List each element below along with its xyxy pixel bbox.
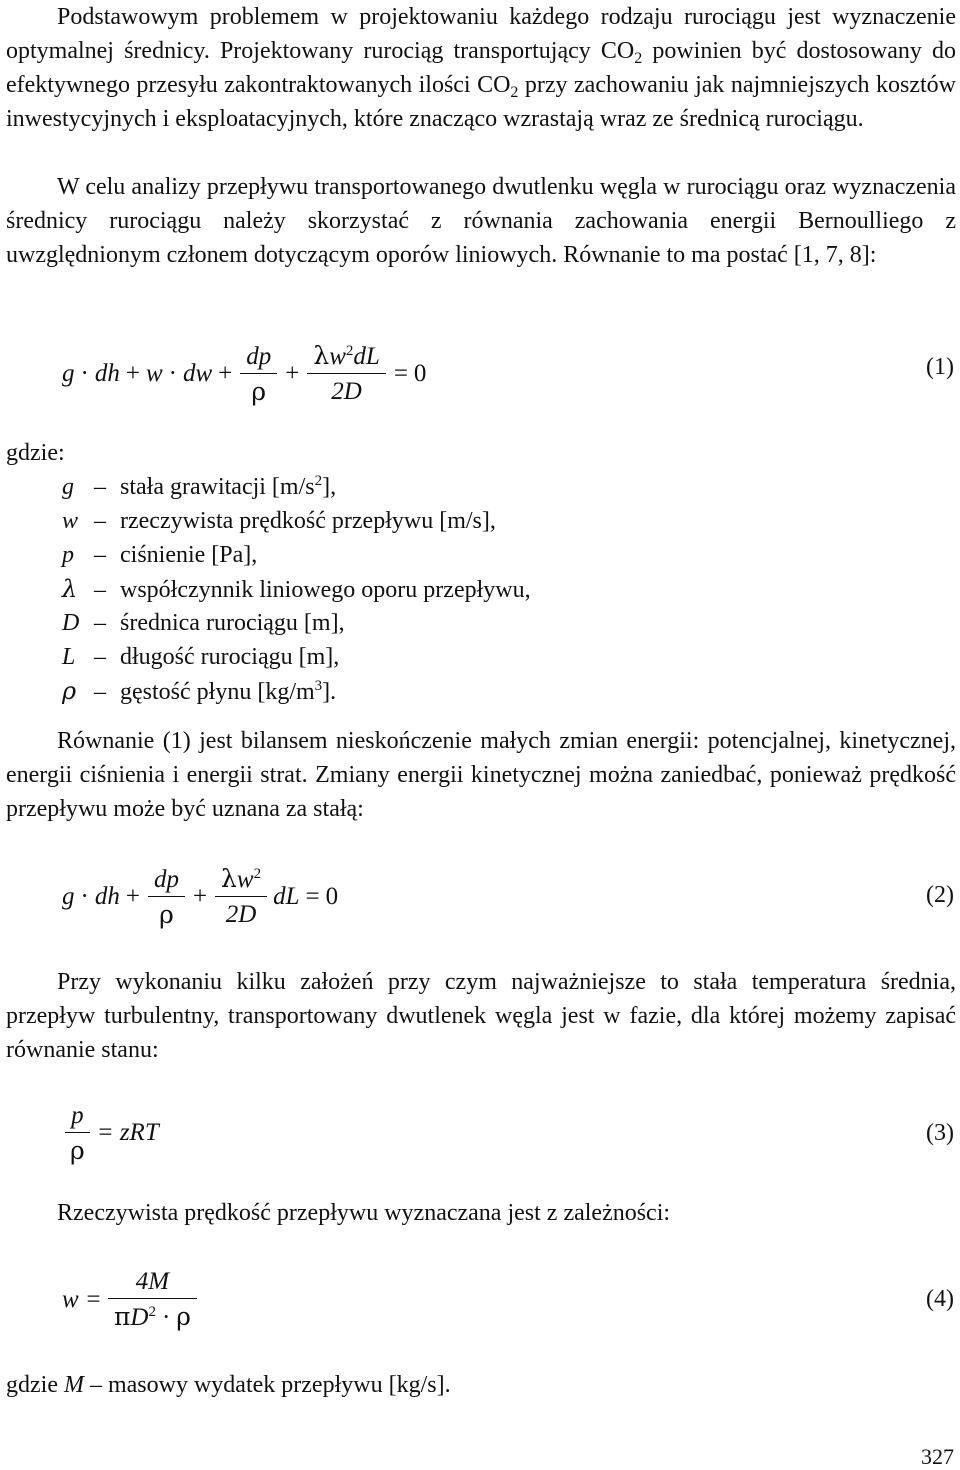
equation-3-number: (3) <box>926 1120 954 1146</box>
paragraph-mass-flow: gdzie M – masowy wydatek przepływu [kg/s]. <box>6 1372 451 1398</box>
variable-item: ρ – gęstość płynu $[kg/m^3]$. <box>62 677 337 705</box>
paragraph-intro: Podstawowym problemem w projektowaniu każdego rodzaju rurociągu jest wyznaczenie optymalnej średnicy. Projektowany rurociąg transportujący $CO_2$ powinien być dostosowany do efektywnego przesyłu zakontraktowanych ilości $CO_2$ przy zachowaniu jak najmniejszych kosztów inwestycyjnych i eksploatacyjnych, które znacząco wzrastają wraz ze średnicą rurociągu. <box>6 4 956 132</box>
fraction-friction: $\frac{\lambda w^2dL}{2D}$ <box>307 342 385 406</box>
fraction-velocity: $\frac{4M}{\pi D^2 \cdot \rho}$ <box>108 1268 197 1332</box>
equation-1: g · dh + w · dw + $\frac{dp}{\rho}$ + $\frac{\lambda w^2dL}{2D}$ = 0 <box>62 341 427 406</box>
paragraph-assumptions: Przy wykonaniu kilku założeń przy czym najważniejsze to stała temperatura średnia, przepływ turbulentny, transportowany dwutlenek węgla jest w fazie, dla której możemy zapisać równanie stanu: <box>6 969 956 1063</box>
fraction-lambda-w2: $\frac{\lambda w^2}{2D}$ <box>215 865 267 929</box>
fraction-p-rho: $\frac{p}{\rho}$ <box>64 1102 91 1165</box>
equation-1-number: (1) <box>926 354 954 380</box>
paragraph-bernoulli: W celu analizy przepływu transportowanego dwutlenku węgla w rurociągu oraz wyznaczenia średnicy rurociągu należy skorzystać z równania zachowania energii Bernoulliego z uwzględnionym członem dotyczącym oporów liniowych. Równanie to ma postać [1, 7, 8]: <box>6 174 956 268</box>
equation-3: $\frac{p}{\rho}$ = zRT <box>62 1100 159 1166</box>
where-label: gdzie: <box>6 440 65 466</box>
paragraph-energy-balance: Równanie (1) jest bilansem nieskończenie małych zmian energii: potencjalnej, kinetycznej, energii ciśnienia i energii strat. Zmiany energii kinetycznej można zaniedbać, ponieważ prędkość przepływu może być uznana za stałą: <box>6 728 956 822</box>
equation-2: g · dh + $\frac{dp}{\rho}$ + $\frac{\lambda w^2}{2D}$ dL = 0 <box>62 864 339 929</box>
paragraph-velocity: Rzeczywista prędkość przepływu wyznaczana jest z zależności: <box>57 1200 671 1226</box>
equation-4: w = $\frac{4M}{\pi D^2 \cdot \rho}$ <box>62 1262 199 1338</box>
fraction-dp-rho: $\frac{dp}{\rho}$ <box>148 866 185 929</box>
variable-item: D – średnica rurociągu [m], <box>62 610 345 636</box>
variable-item: L – długość rurociągu [m], <box>62 644 340 670</box>
variable-item: w – rzeczywista prędkość przepływu [m/s], <box>62 508 496 534</box>
equation-2-number: (2) <box>926 882 954 908</box>
page-number: 327 <box>921 1444 954 1469</box>
fraction-dp-rho: $\frac{dp}{\rho}$ <box>240 343 277 406</box>
variable-item: p – ciśnienie [Pa], <box>62 542 258 568</box>
equation-4-number: (4) <box>926 1286 954 1312</box>
variable-item: g – stała grawitacji $[m/s^2]$, <box>62 473 337 500</box>
variable-item: λ – współczynnik liniowego oporu przepływu, <box>62 575 531 603</box>
